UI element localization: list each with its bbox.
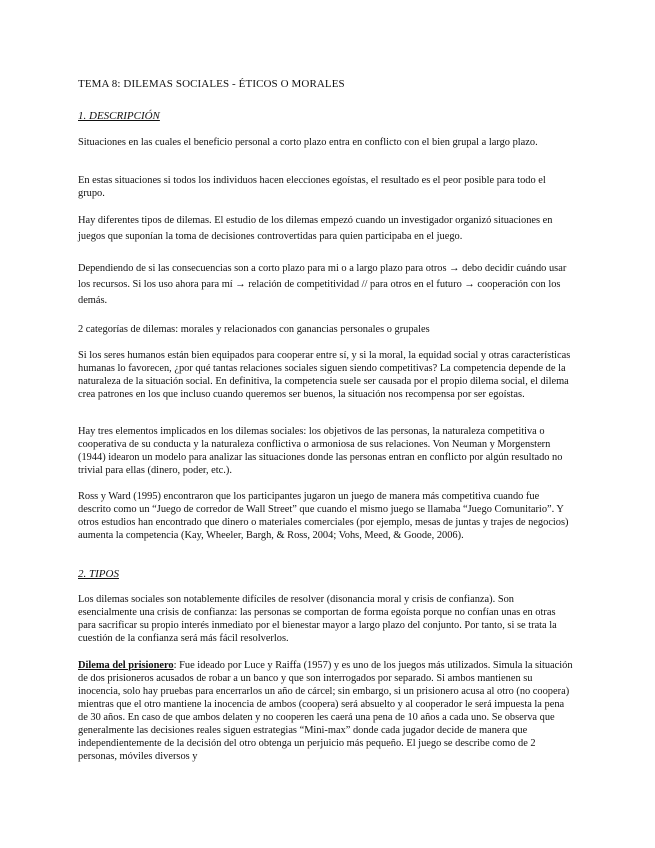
section-heading-tipos: 2. TIPOS (78, 568, 119, 580)
section-heading-descripcion: 1. DESCRIPCIÓN (78, 110, 160, 122)
paragraph: Hay tres elementos implicados en los dilemas sociales: los objetivos de las personas, la naturaleza competitiva o cooperativa de su conducta y la naturaleza conflictiva o armoniosa de sus relaciones. Von Neuman y Morgenstern (1944) idearon un modelo para analizar las situaciones donde las personas entran en conflicto por algún resultado no trivial para ellas (dinero, poder, etc.). (78, 426, 563, 476)
paragraph: Ross y Ward (1995) encontraron que los participantes jugaron un juego de manera más competitiva cuando fue descrito como un “Juego de corredor de Wall Street” que cuando el mismo juego se llamaba “Juego Comunitario”. Y otros estudios han encontrado que dinero o materiales comerciales (por ejemplo, mesas de juntas y trajes de negocios) aumenta la competencia (Kay, Wheeler, Bargh, & Ross, 2004; Vohs, Meed, & Goode, 2006). (78, 491, 569, 541)
paragraph: 2 categorías de dilemas: morales y relacionados con ganancias personales o grupales (78, 324, 430, 335)
paragraph: Hay diferentes tipos de dilemas. El estudio de los dilemas empezó cuando un investigador organizó situaciones en juegos que suponían la toma de decisiones controvertidas para quien participaba en el juego. (78, 215, 553, 242)
dilema-prisionero-paragraph (78, 659, 573, 763)
document-title: TEMA 8: DILEMAS SOCIALES - ÉTICOS O MORALES (78, 78, 345, 90)
dilema-prisionero-term: Dilema del prisionero (78, 660, 174, 671)
paragraph: Situaciones en las cuales el beneficio personal a corto plazo entra en conflicto con el bien grupal a largo plazo. (78, 137, 538, 148)
paragraph: Los dilemas sociales son notablemente difíciles de resolver (disonancia moral y crisis de confianza). Son esencialmente una crisis de confianza: las personas se comportan de forma egoísta porque no confían unas en otras para sacrificar su propio interés inmediato por el bienestar mayor a largo plazo del conjunto. Por tanto, si se trata la cuestión de la confianza será más fácil resolverlos. (78, 594, 557, 644)
paragraph: Dependiendo de si las consecuencias son a corto plazo para mi o a largo plazo para otros → debo decidir cuándo usar los recursos. Si los uso ahora para mí → relación de competitividad // para otros en el futuro → cooperación con los demás. (78, 263, 567, 306)
paragraph: En estas situaciones si todos los individuos hacen elecciones egoístas, el resultado es el peor posible para todo el grupo. (78, 175, 546, 199)
dilema-prisionero-text: : Fue ideado por Luce y Raiffa (1957) y es uno de los juegos más utilizados. Simula la situación de dos prisioneros acusados de robar a un banco y que son interrogados por separado. Si ambos mantienen su inocencia, solo hay pruebas para encerrarlos un año de cárcel; sin embargo, si un prisionero acusa al otro (no coopera) mientras que el otro mantiene la inocencia de ambos (coopera) será absuelto y al cooperador le será impuesta la pena de 30 años. En caso de que ambos delaten y no cooperen les caerá una pena de 10 años a cada uno. Se observa que generalmente las decisiones reales siguen estrategias “Mini-max” donde cada jugador decide de manera que independientemente de la decisión del otro obtenga un perjuicio más pequeño. El juego se describe como de 2 personas, móviles diversos y (78, 660, 573, 762)
paragraph: Si los seres humanos están bien equipados para cooperar entre sí, y si la moral, la equidad social y otras características humanas lo favorecen, ¿por qué tantas relaciones sociales siguen siendo competitivas? La competencia depende de la naturaleza de la situación social. En definitiva, la competencia suele ser causada por el propio dilema social, el dilema crea patrones en los que incluso cuando queremos ser buenos, la situación nos recompensa por ser egoístas. (78, 350, 571, 400)
